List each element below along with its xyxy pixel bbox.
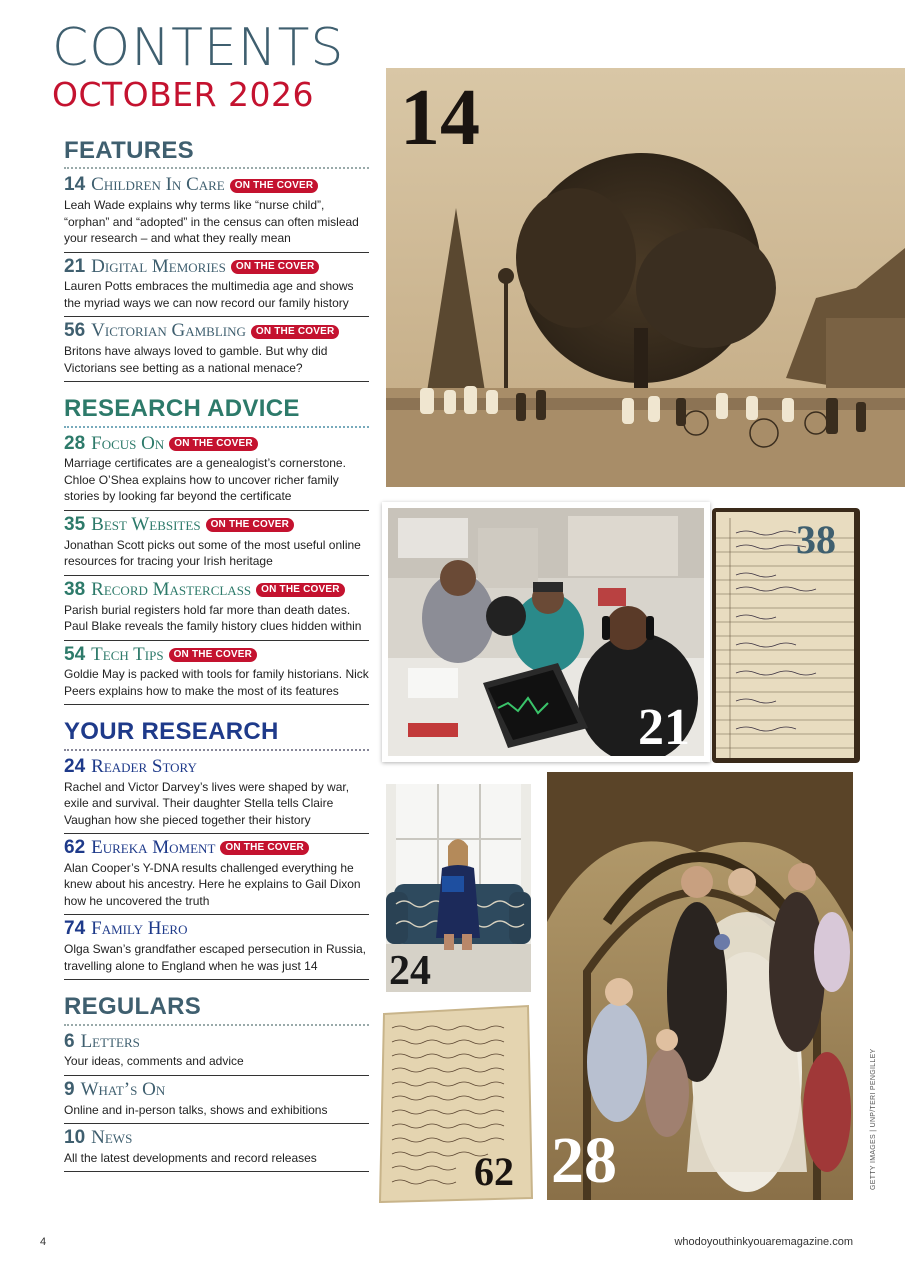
entry-description: Goldie May is packed with tools for family historians. Nick Peers explains how to make the most of its features [64, 667, 369, 698]
entry-page-number: 38 [64, 578, 86, 600]
on-the-cover-badge: ON THE COVER [169, 648, 258, 662]
entry-page-number: 35 [64, 513, 86, 535]
entry-page-number: 74 [64, 918, 86, 940]
toc-entry[interactable] [64, 753, 369, 834]
entry-page-number: 6 [64, 1030, 75, 1052]
section-heading-research: RESEARCH ADVICE [64, 396, 369, 427]
entry-page-number: 21 [64, 255, 86, 277]
on-the-cover-badge: ON THE COVER [230, 179, 319, 193]
toc-entry[interactable] [64, 834, 369, 915]
entry-description: Britons have always loved to gamble. But why did Victorians see betting as a national menace? [64, 344, 328, 375]
entry-title: Family Hero [91, 918, 188, 940]
on-the-cover-badge: ON THE COVER [206, 518, 295, 532]
section-heading-your: YOUR RESEARCH [64, 719, 369, 750]
entry-description: Rachel and Victor Darvey’s lives were shaped by war, exile and survival. Their daughter Stella tells Claire Vaughan how she pieced together their history [64, 779, 350, 827]
page-number-label: 62 [474, 1149, 514, 1194]
section-heading-regulars: REGULARS [64, 994, 369, 1025]
entry-title: Focus On [91, 432, 165, 454]
contents-title: CONTENTS [52, 18, 345, 78]
toc-entry[interactable] [64, 1124, 369, 1172]
entry-page-number: 10 [64, 1127, 86, 1149]
entry-title: Digital Memories [91, 255, 226, 277]
entry-title: Tech Tips [91, 643, 164, 665]
entry-description: Online and in-person talks, shows and exhibitions [64, 1102, 328, 1117]
toc-entry[interactable] [64, 576, 369, 641]
entry-title: Eureka Moment [91, 837, 216, 859]
photo-handwritten-letter [378, 1004, 534, 1204]
folio-page-number: 4 [40, 1236, 47, 1248]
on-the-cover-badge: ON THE COVER [231, 260, 320, 274]
toc-entry[interactable] [64, 915, 369, 980]
entry-description: Alan Cooper’s Y-DNA results challenged everything he knew about his ancestry. Here he explains to Gail Dixon how he uncovered the truth [64, 860, 361, 908]
table-of-contents [64, 138, 369, 1172]
entry-title: Letters [80, 1030, 140, 1052]
on-the-cover-badge: ON THE COVER [251, 325, 340, 339]
toc-entry[interactable] [64, 171, 369, 252]
toc-entry[interactable] [64, 511, 369, 576]
entry-title: Record Masterclass [91, 578, 252, 600]
entry-page-number: 28 [64, 432, 86, 454]
entry-description: Marriage certificates are a genealogist’s cornerstone. Chloe O’Shea explains how to uncover richer family stories by looking far beyond the certificate [64, 456, 346, 504]
issue-date: OCTOBER 2026 [52, 75, 315, 114]
toc-entry[interactable] [64, 430, 369, 511]
entry-page-number: 24 [64, 755, 86, 777]
photo-podcast-recording [382, 502, 710, 762]
magazine-website: whodoyouthinkyouaremagazine.com [674, 1236, 853, 1248]
entry-description: Parish burial registers hold far more than death dates. Paul Blake reveals the family history clues hidden within [64, 602, 362, 634]
page-number-label: 28 [551, 1124, 617, 1197]
photo-victorian-wedding [547, 772, 853, 1200]
entry-title: Children In Care [91, 174, 225, 196]
entry-description: Olga Swan’s grandfather escaped persecution in Russia, travelling alone to England when he was just 14 [64, 942, 366, 973]
on-the-cover-badge: ON THE COVER [220, 841, 309, 855]
entry-page-number: 62 [64, 837, 86, 859]
toc-entry[interactable] [64, 317, 369, 382]
entry-title: Reader Story [91, 755, 197, 777]
toc-entry[interactable] [64, 1028, 369, 1076]
toc-entry[interactable] [64, 1076, 369, 1124]
page-number-label: 21 [638, 699, 690, 756]
toc-entry[interactable] [64, 253, 369, 318]
page-number-label: 38 [796, 517, 836, 562]
photo-parish-register [712, 508, 860, 763]
page-number-label: 14 [400, 74, 480, 162]
on-the-cover-badge: ON THE COVER [169, 437, 258, 451]
entry-description: Lauren Potts embraces the multimedia age and shows the myriad ways we can now record our family history [64, 279, 354, 310]
entry-description: Your ideas, comments and advice [64, 1054, 244, 1069]
photo-credit: GETTY IMAGES | UNP/TERI PENGILLEY [870, 1048, 877, 1190]
entry-description: Leah Wade explains why terms like “nurse child”, “orphan” and “adopted” in the census can often mislead your research – and what they really mean [64, 198, 359, 246]
entry-page-number: 9 [64, 1078, 75, 1100]
entry-title: News [91, 1127, 133, 1149]
toc-entry[interactable] [64, 641, 369, 706]
entry-page-number: 54 [64, 643, 86, 665]
entry-title: Best Websites [91, 513, 201, 535]
on-the-cover-badge: ON THE COVER [256, 583, 345, 597]
entry-title: Victorian Gambling [91, 320, 246, 342]
entry-title: What’s On [80, 1078, 166, 1100]
entry-page-number: 14 [64, 174, 86, 196]
entry-description: All the latest developments and record releases [64, 1150, 317, 1165]
entry-page-number: 56 [64, 320, 86, 342]
page-number-label: 24 [389, 948, 431, 992]
entry-description: Jonathan Scott picks out some of the most useful online resources for tracing your Irish heritage [64, 537, 361, 569]
section-heading-features: FEATURES [64, 138, 369, 169]
photo-children-in-park [386, 68, 905, 487]
photo-reader-story [386, 784, 531, 992]
